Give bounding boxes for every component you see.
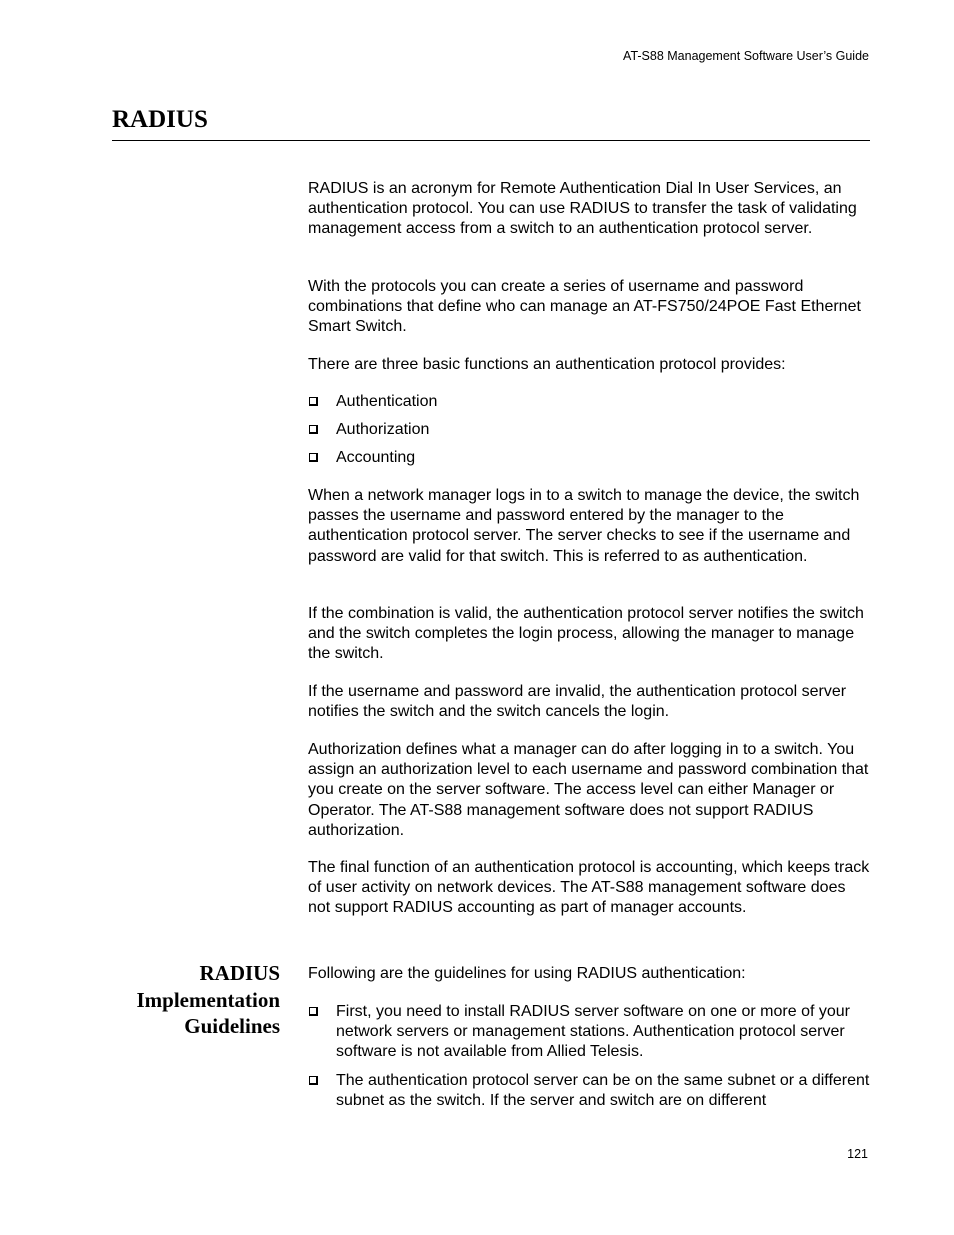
checkbox-bullet-icon [309, 1076, 318, 1085]
list-item-label: Accounting [336, 449, 416, 466]
checkbox-bullet-icon [309, 425, 318, 434]
guidelines-list [308, 1002, 870, 1111]
list-item [308, 1071, 870, 1111]
list-item-text: The authentication protocol server can be on the same subnet or a different subnet as the switch. If the server and switch are on different [336, 1071, 870, 1109]
list-item-text: First, you need to install RADIUS server software on one or more of your network servers or management stations. Authentication protocol server software is not available from Allied Telesis. [336, 1003, 850, 1061]
section-title: RADIUS [112, 106, 208, 133]
checkbox-bullet-icon [309, 1007, 318, 1016]
intro-paragraph-2: With the protocols you can create a series of username and password combinations that define who can manage an AT-FS750/24POE Fast Ethernet Smart Switch. [308, 278, 861, 336]
title-rule [112, 140, 870, 141]
guidelines-intro: Following are the guidelines for using RADIUS authentication: [308, 965, 746, 982]
list-item [308, 392, 870, 420]
list-item-label: Authorization [336, 421, 430, 438]
guidelines-heading-line: Guidelines [184, 1014, 280, 1038]
list-item [308, 1002, 870, 1063]
intro-paragraph-1: RADIUS is an acronym for Remote Authentication Dial In User Services, an authentication protocol. You can use RADIUS to transfer the task of validating management access from a switch to an authentication protocol server. [308, 180, 857, 238]
list-item-label: Authentication [336, 393, 438, 410]
page-number: 121 [847, 1147, 868, 1161]
list-item [308, 420, 870, 448]
guidelines-heading [137, 960, 281, 1040]
paragraph-authorization: Authorization defines what a manager can do after logging in to a switch. You assign an authorization level to each username and password combination that you create on the server software. The access level can either Manager or Operator. The AT-S88 management software does not support RADIUS authorization. [308, 741, 869, 839]
checkbox-bullet-icon [309, 453, 318, 462]
functions-list [308, 392, 870, 468]
checkbox-bullet-icon [309, 397, 318, 406]
running-header: AT-S88 Management Software User’s Guide [623, 49, 869, 63]
paragraph-accounting: The final function of an authentication protocol is accounting, which keeps track of user activity on network devices. The AT-S88 management software does not support RADIUS accounting as part of manager accounts. [308, 859, 870, 917]
guidelines-heading-line: RADIUS [199, 961, 280, 985]
paragraph-valid-combination: If the combination is valid, the authentication protocol server notifies the switch and the switch completes the login process, allowing the manager to manage the switch. [308, 605, 864, 663]
intro-paragraph-3: There are three basic functions an authentication protocol provides: [308, 356, 786, 373]
list-item [308, 448, 870, 468]
paragraph-invalid-combination: If the username and password are invalid, the authentication protocol server notifies the switch and the switch cancels the login. [308, 683, 847, 721]
guidelines-heading-line: Implementation [136, 987, 280, 1012]
paragraph-authentication: When a network manager logs in to a switch to manage the device, the switch passes the username and password entered by the manager to the authentication protocol server. The server checks to see if the username and password are valid for that switch. This is referred to as authentication. [308, 487, 860, 565]
